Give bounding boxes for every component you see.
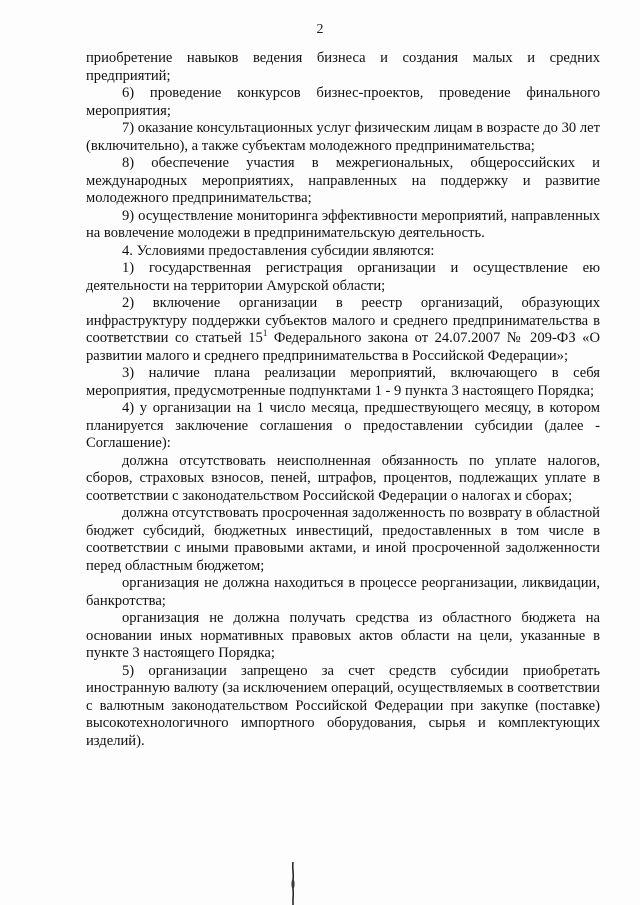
- paragraph-condition-4-other-funding: организация не должна получать средства из областного бюджета на основании иных нормативных правовых актов области на цели, указанные в пункте 3 настоящего Порядка;: [86, 610, 600, 661]
- article-superscript: 1: [262, 328, 268, 339]
- paragraph-item-6: 6) проведение конкурсов бизнес-проектов, проведение финального мероприятия;: [86, 85, 600, 119]
- page-number: 2: [316, 22, 324, 37]
- binding-thread-mark: [290, 862, 296, 905]
- paragraph-condition-4-reorganization: организация не должна находиться в процессе реорганизации, ликвидации, банкротства;: [86, 575, 600, 609]
- paragraph-item-8: 8) обеспечение участия в межрегиональных, общероссийских и международных мероприятиях, направленных на поддержку и развитие молодежного предпринимательства;: [86, 155, 600, 206]
- paragraph-condition-4-taxes: должна отсутствовать неисполненная обязанность по уплате налогов, сборов, страховых взносов, пеней, штрафов, процентов, подлежащих уплате в соответствии с законодательством Российской Федерации о налогах и сборах;: [86, 452, 600, 504]
- paragraph-business-skills: приобретение навыков ведения бизнеса и создания малых и средних предприятий;: [86, 50, 600, 84]
- paragraph-condition-4-debt: должна отсутствовать просроченная задолженность по возврату в областной бюджет субсидий, бюджетных инвестиций, предоставленных в том числе в соответствии с иными правовыми актами, и иной просроченной задолженности перед областным бюджетом;: [86, 505, 600, 574]
- paragraph-condition-3: 3) наличие плана реализации мероприятий, включающего в себя мероприятия, предусмотренные подпунктами 1 - 9 пункта 3 настоящего Порядка;: [86, 365, 600, 399]
- paragraph-item-7: 7) оказание консультационных услуг физическим лицам в возрасте до 30 лет (включительно), а также субъектам молодежного предпринимательства;: [86, 120, 600, 154]
- document-body: [86, 50, 600, 750]
- paragraph-condition-4: 4) у организации на 1 число месяца, предшествующего месяцу, в котором планируется заключение соглашения о предоставлении субсидии (далее - Соглашение):: [86, 400, 600, 451]
- paragraph-condition-5: 5) организации запрещено за счет средств субсидии приобретать иностранную валюту (за исключением операций, осуществляемых в соответствии с валютным законодательством Российской Федерации при закупке (поставке) высокотехнологичного импортного оборудования, сырья и комплектующих изделий).: [86, 662, 600, 749]
- condition-2-text-start: 2) включение организации в реестр организаций, образующих инфраструктуру поддержки субъектов малого и среднего предпринимательства в соответствии со статьей 15: [86, 295, 600, 346]
- paragraph-condition-2: [86, 295, 600, 365]
- condition-2-text-end: Федерального закона от 24.07.2007 № 209-ФЗ «О развитии малого и среднего предпринимательства в Российской Федерации»;: [86, 330, 600, 364]
- paragraph-item-9: 9) осуществление мониторинга эффективности мероприятий, направленных на вовлечение молодежи в предпринимательскую деятельность.: [86, 207, 600, 241]
- paragraph-condition-1: 1) государственная регистрация организации и осуществление ею деятельности на территории Амурской области;: [86, 260, 600, 294]
- paragraph-section-4-heading: 4. Условиями предоставления субсидии являются:: [122, 242, 435, 259]
